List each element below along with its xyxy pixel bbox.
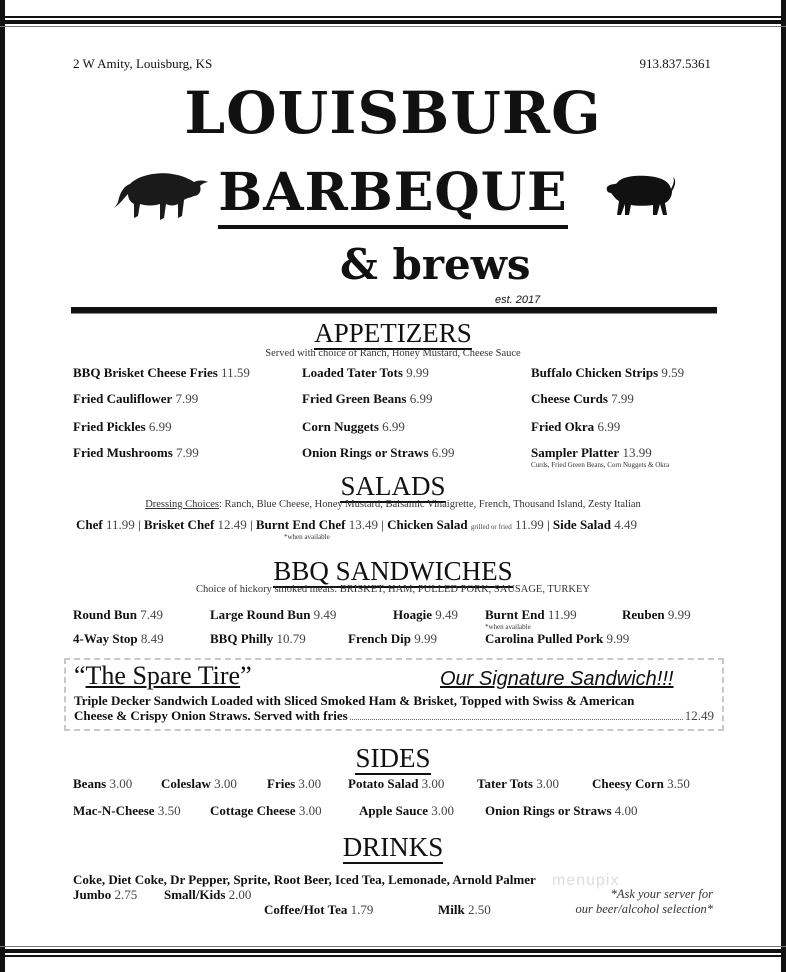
menu-item: Potato Salad 3.00 [348,776,445,791]
bottom-border-rule [0,946,786,960]
menu-item: Burnt End 11.99 [485,607,577,622]
menu-item: Hoagie 9.49 [393,607,458,622]
menu-item: Fried Cauliflower 7.99 [73,391,199,406]
menu-item: Cheese Curds 7.99 [531,391,634,406]
signature-sandwich-description: Triple Decker Sandwich Loaded with Sliced Smoked Ham & Brisket, Topped with Swiss & American Cheese & Crispy Onion Straws. Served with fries 12.49 [74,693,714,723]
menu-item: Apple Sauce 3.00 [359,803,454,818]
top-border-rule [0,16,786,28]
menu-item: Tater Tots 3.00 [477,776,559,791]
menu-item: Large Round Bun 9.49 [210,607,337,622]
appetizers-heading: APPETIZERS [314,318,472,348]
menu-item: Fried Pickles 6.99 [73,419,172,434]
signature-sandwich-price: 12.49 [684,708,714,723]
menu-item: 4-Way Stop 8.49 [73,631,164,646]
menu-item: Round Bun 7.49 [73,607,163,622]
menu-item: Milk 2.50 [438,902,491,917]
menu-item: Reuben 9.99 [622,607,691,622]
sandwiches-subtitle: Choice of hickory smoked meats: BRISKET, HAM, PULLED PORK, SAUSAGE, TURKEY [196,584,590,595]
salads-dressing-choices: Dressing Choices: Ranch, Blue Cheese, Honey Mustard, Balsamic Vinaigrette, French, Thousand Island, Zesty Italian [145,499,641,510]
menu-item: Buffalo Chicken Strips 9.59 [531,365,685,380]
menu-item: Corn Nuggets 6.99 [302,419,405,434]
restaurant-name-line2: BARBEQUE [218,163,567,229]
restaurant-address: 2 W Amity, Louisburg, KS [73,56,213,71]
menu-item: Fried Green Beans 6.99 [302,391,433,406]
menu-item: Onion Rings or Straws 4.00 [485,803,638,818]
restaurant-phone: 913.837.5361 [639,56,711,71]
fountain-drinks-list: Coke, Diet Coke, Dr Pepper, Sprite, Root Beer, Iced Tea, Lemonade, Arnold Palmer [73,872,536,887]
pig-icon [605,171,677,217]
menu-item: Cottage Cheese 3.00 [210,803,322,818]
menu-item: Fried Okra 6.99 [531,419,621,434]
menu-item: Carolina Pulled Pork 9.99 [485,631,630,646]
item-note: *when available [284,533,330,541]
established-year: est. 2017 [495,294,541,306]
menu-item: French Dip 9.99 [348,631,437,646]
menu-item: Small/Kids 2.00 [164,887,252,902]
signature-sandwich-name: “The Spare Tire” [74,661,252,690]
menu-item: BBQ Philly 10.79 [210,631,306,646]
watermark: menupix [552,872,620,889]
menu-item: Fried Mushrooms 7.99 [73,445,199,460]
header-divider [71,307,717,314]
menu-item: Coleslaw 3.00 [161,776,237,791]
signature-sandwich-tagline: Our Signature Sandwich!!! [440,668,674,690]
appetizers-subtitle: Served with choice of Ranch, Honey Mustard, Cheese Sauce [265,348,521,359]
menu-item: Coffee/Hot Tea 1.79 [264,902,374,917]
salads-heading: SALADS [340,471,446,501]
menu-item: Mac-N-Cheese 3.50 [73,803,181,818]
sides-heading: SIDES [355,743,431,773]
menu-item: Jumbo 2.75 [73,887,138,902]
menu-item: Loaded Tater Tots 9.99 [302,365,429,380]
item-note: Curds, Fried Green Beans, Corn Nuggets & Okra [531,461,670,469]
menu-item: Sampler Platter 13.99 [531,445,652,460]
salads-row: Chef 11.99 | Brisket Chef 12.49 | Burnt End Chef 13.49 | Chicken Salad grilled or fried 11.99 | Side Salad 4.49 [76,517,638,532]
menu-item: Cheesy Corn 3.50 [592,776,690,791]
menu-item: Fries 3.00 [267,776,322,791]
drinks-heading: DRINKS [342,832,444,862]
restaurant-name-line3: & brews [340,240,531,289]
restaurant-name-line1: LOUISBURG [184,79,602,147]
item-note: *when available [485,623,531,631]
alcohol-note: *Ask your server for our beer/alcohol selection* [575,887,713,916]
menu-item: BBQ Brisket Cheese Fries 11.59 [73,365,250,380]
menu-item: Beans 3.00 [73,776,133,791]
sandwiches-heading: BBQ SANDWICHES [273,556,513,586]
menu-item: Onion Rings or Straws 6.99 [302,445,455,460]
